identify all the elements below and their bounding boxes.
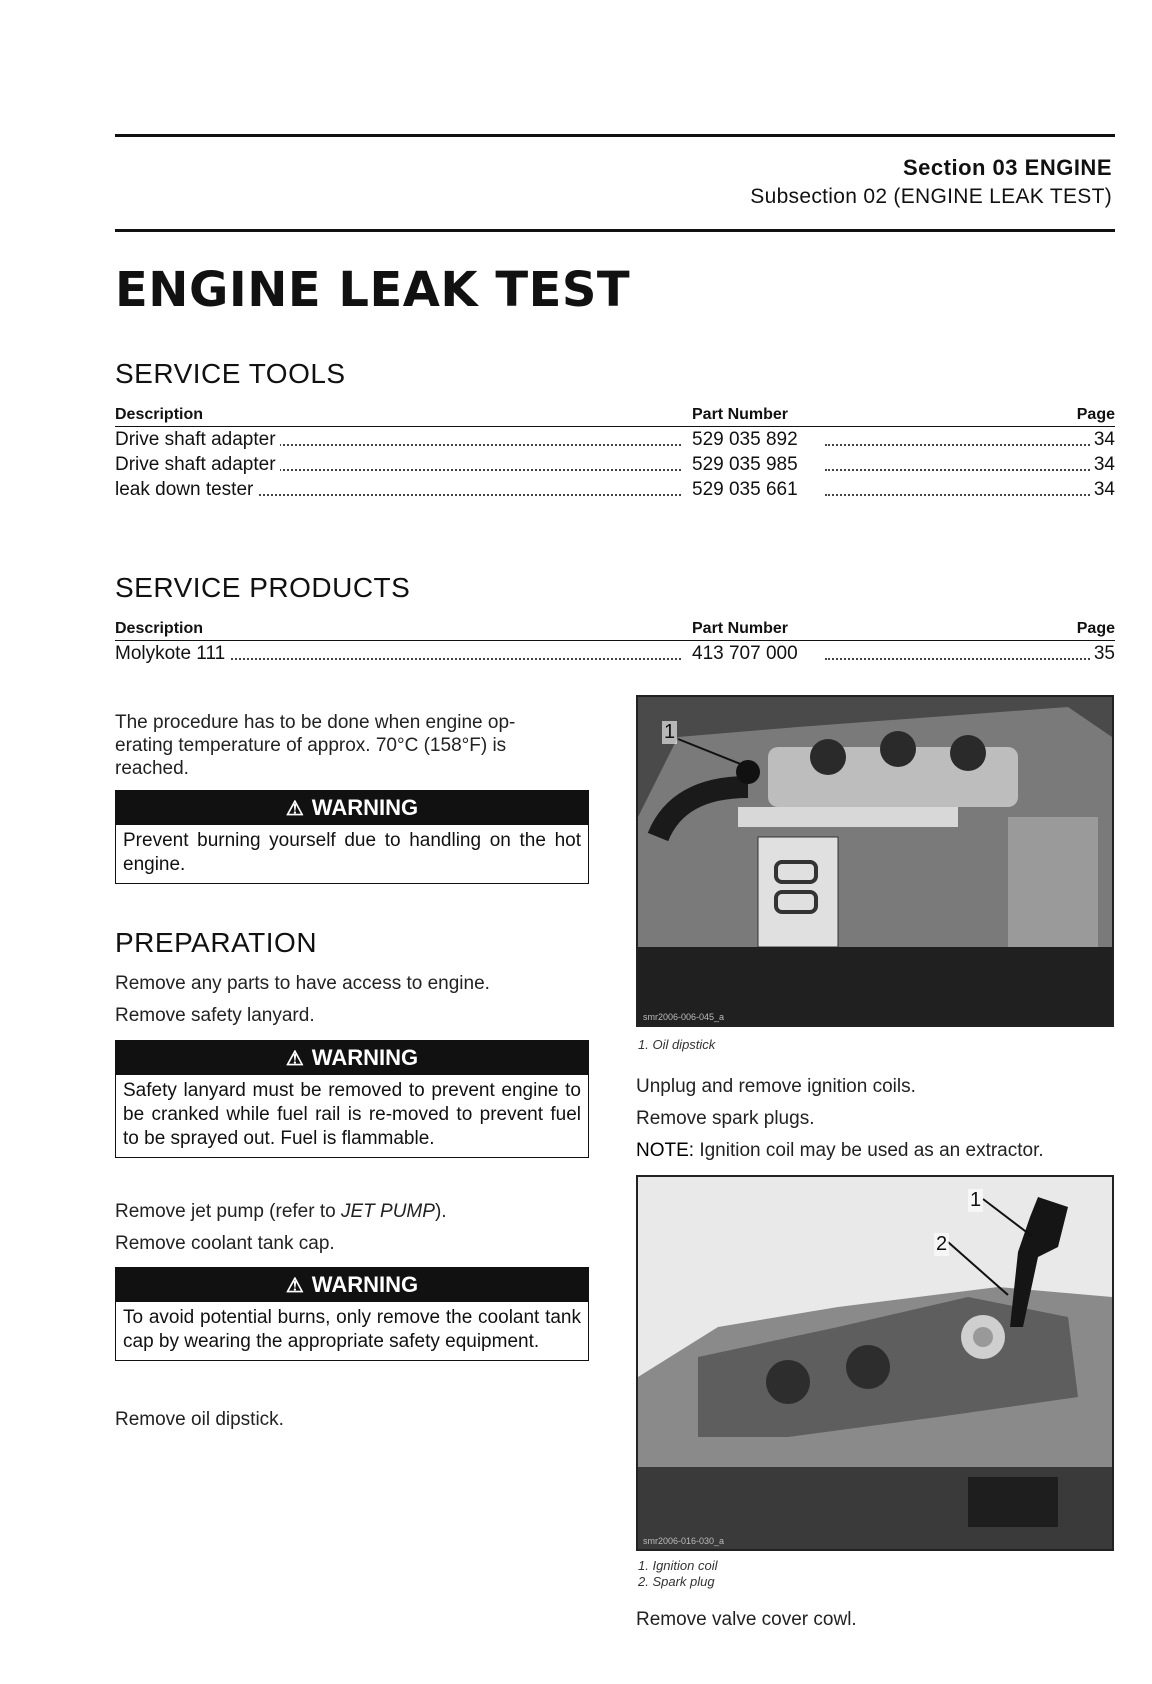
table-row <box>115 641 1115 666</box>
cell-description: Drive shaft adapter <box>115 454 280 476</box>
note-label: NOTE: <box>636 1140 695 1161</box>
engine-illustration <box>638 697 1112 1025</box>
cell-page: 34 <box>1090 479 1115 501</box>
cell-page: 34 <box>1090 429 1115 451</box>
warning-box <box>115 790 589 884</box>
step-text-part: Remove jet pump (refer to <box>115 1201 341 1222</box>
warning-box <box>115 1267 589 1361</box>
service-tools-table <box>115 402 1115 502</box>
col-part-number: Part Number <box>692 620 789 637</box>
intro-line: erating temperature of approx. 70°C (158°F) is <box>115 735 507 756</box>
warning-label: WARNING <box>311 1272 419 1297</box>
warning-text: Safety lanyard must be removed to prevent engine to be cranked while fuel rail is re-moved to prevent fuel to be sprayed out. Fuel is flammable. <box>123 1080 581 1149</box>
caption-line: 2. Spark plug <box>638 1574 715 1589</box>
cell-description: leak down tester <box>115 479 257 501</box>
warning-header <box>116 791 588 825</box>
service-tools-heading: SERVICE TOOLS <box>115 358 346 389</box>
subsection-label: Subsection 02 (ENGINE LEAK TEST) <box>750 185 1112 208</box>
engine-photo-oil-dipstick <box>636 695 1114 1027</box>
cell-page: 34 <box>1090 454 1115 476</box>
cell-part-number: 413 707 000 <box>692 643 804 665</box>
col-page: Page <box>1076 406 1115 423</box>
table-row <box>115 452 1115 477</box>
section-header <box>750 155 1112 209</box>
warning-triangle-icon: ⚠ <box>285 798 304 820</box>
table-row <box>115 427 1115 452</box>
section-label: Section 03 ENGINE <box>902 155 1112 180</box>
jet-pump-reference: JET PUMP <box>340 1201 435 1222</box>
figure-caption: 1. Oil dipstick <box>638 1037 716 1052</box>
warning-triangle-icon: ⚠ <box>285 1275 304 1297</box>
callout-number: 2 <box>936 1233 948 1255</box>
step-text: Remove spark plugs. <box>636 1108 815 1129</box>
col-part-number: Part Number <box>692 406 789 423</box>
figure-caption <box>638 1558 718 1590</box>
cell-description: Drive shaft adapter <box>115 429 280 451</box>
table-row <box>115 477 1115 502</box>
cell-part-number: 529 035 892 <box>692 429 804 451</box>
cell-part-number: 529 035 985 <box>692 454 804 476</box>
cell-page: 35 <box>1090 643 1115 665</box>
intro-paragraph <box>115 711 587 780</box>
preparation-heading: PREPARATION <box>115 927 318 958</box>
table-header <box>115 402 1115 427</box>
figure-id: smr2006-016-030_a <box>643 1536 725 1546</box>
warning-triangle-icon: ⚠ <box>285 1048 304 1070</box>
step-text: Remove oil dipstick. <box>115 1409 284 1430</box>
warning-label: WARNING <box>311 795 419 820</box>
step-text: Remove valve cover cowl. <box>636 1609 857 1630</box>
warning-header <box>116 1268 588 1302</box>
note-text <box>636 1139 1044 1162</box>
caption-line: 1. Ignition coil <box>638 1558 718 1573</box>
table-header <box>115 616 1115 641</box>
callout-number: 1 <box>970 1189 982 1211</box>
intro-line: reached. <box>115 758 189 779</box>
cell-part-number: 529 035 661 <box>692 479 804 501</box>
warning-label: WARNING <box>311 1045 419 1070</box>
header-rule-top <box>115 134 1115 137</box>
intro-line: The procedure has to be done when engine op- <box>115 712 516 733</box>
page-title: ENGINE LEAK TEST <box>115 262 631 318</box>
step-text: Remove coolant tank cap. <box>115 1233 335 1254</box>
cell-description: Molykote 111 <box>115 643 229 665</box>
col-page: Page <box>1076 620 1115 637</box>
step-text: Remove any parts to have access to engine. <box>115 973 490 994</box>
header-rule-bottom <box>115 229 1115 232</box>
step-text-part: ). <box>434 1201 447 1222</box>
engine-photo-ignition-coil <box>636 1175 1114 1551</box>
step-text: Unplug and remove ignition coils. <box>636 1076 916 1097</box>
warning-box <box>115 1040 589 1158</box>
col-description: Description <box>115 406 204 423</box>
figure-id: smr2006-006-045_a <box>643 1012 725 1022</box>
note-body: Ignition coil may be used as an extractor. <box>694 1140 1044 1161</box>
warning-text: To avoid potential burns, only remove the coolant tank cap by wearing the appropriate safety equipment. <box>123 1307 581 1352</box>
service-products-heading: SERVICE PRODUCTS <box>115 572 411 603</box>
service-products-table <box>115 616 1115 666</box>
step-text <box>115 1200 447 1223</box>
warning-header <box>116 1041 588 1075</box>
warning-text: Prevent burning yourself due to handling on the hot engine. <box>123 830 581 875</box>
engine-illustration <box>638 1177 1112 1549</box>
step-text: Remove safety lanyard. <box>115 1005 315 1026</box>
callout-number: 1 <box>664 721 676 743</box>
col-description: Description <box>115 620 204 637</box>
